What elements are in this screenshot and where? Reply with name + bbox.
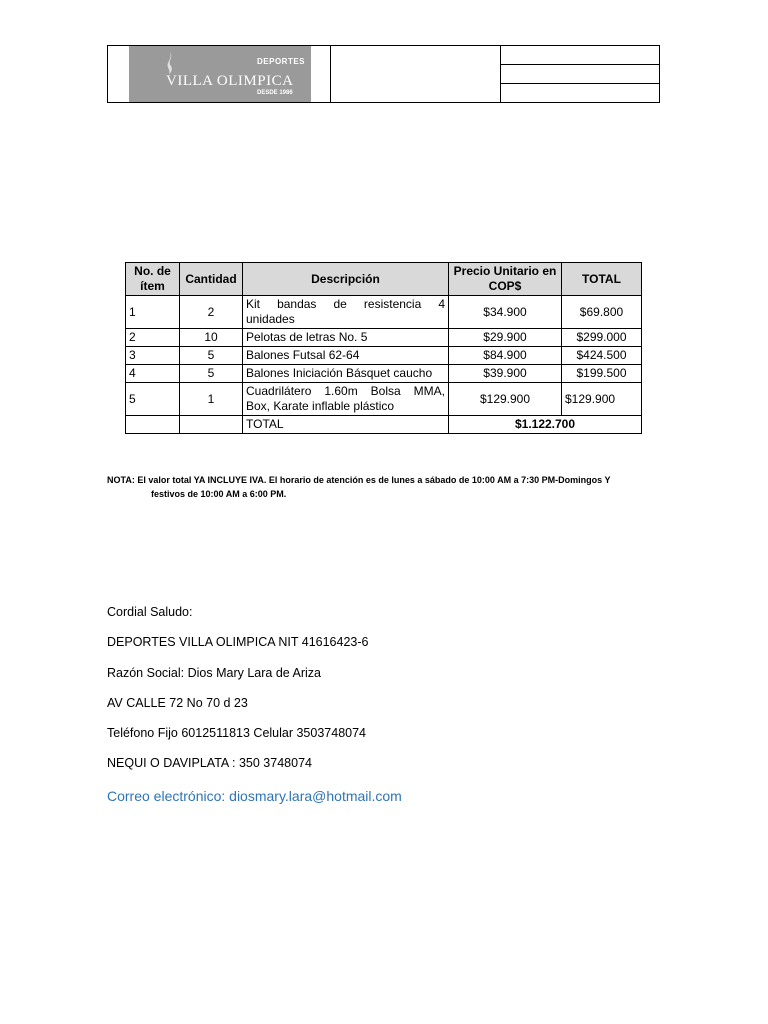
header-item-no: No. de ítem bbox=[126, 263, 180, 296]
cell-item: 1 bbox=[126, 296, 180, 329]
note-line-2: festivos de 10:00 AM a 6:00 PM. bbox=[151, 489, 287, 499]
cell-item: 2 bbox=[126, 329, 180, 347]
cell-qty: 10 bbox=[180, 329, 243, 347]
cell-total: $69.800 bbox=[562, 296, 642, 329]
cell-qty: 5 bbox=[180, 347, 243, 365]
cell-qty: 5 bbox=[180, 365, 243, 383]
cell-desc: Pelotas de letras No. 5 bbox=[243, 329, 449, 347]
phone: Teléfono Fijo 6012511813 Celular 3503748074 bbox=[107, 726, 367, 740]
cell-desc: Balones Iniciación Básquet caucho bbox=[243, 365, 449, 383]
cell-item: 5 bbox=[126, 383, 180, 416]
razon-social: Razón Social: Dios Mary Lara de Ariza bbox=[107, 666, 321, 680]
desc-line: Kit bandas de resistencia 4 bbox=[246, 297, 445, 311]
logo-villa-text: VILLA bbox=[166, 73, 213, 89]
table-row bbox=[126, 347, 642, 365]
cell-total: $299.000 bbox=[562, 329, 642, 347]
header-right-cell-2 bbox=[501, 65, 660, 84]
empty-cell bbox=[180, 416, 243, 434]
logo-name bbox=[166, 73, 293, 90]
header-unit-price: Precio Unitario en COP$ bbox=[449, 263, 562, 296]
desc-line: Box, Karate inflable plástico bbox=[246, 399, 395, 413]
table-row bbox=[126, 329, 642, 347]
grand-total: $1.122.700 bbox=[449, 416, 642, 434]
table-header-row bbox=[126, 263, 642, 296]
table-row bbox=[126, 296, 642, 329]
header-description: Descripción bbox=[243, 263, 449, 296]
cell-desc: Balones Futsal 62-64 bbox=[243, 347, 449, 365]
cell-price: $129.900 bbox=[449, 383, 562, 416]
total-row bbox=[126, 416, 642, 434]
nequi-daviplata: NEQUI O DAVIPLATA : 350 3748074 bbox=[107, 756, 312, 770]
logo-deportes-text: DEPORTES bbox=[257, 57, 306, 66]
company-nit: DEPORTES VILLA OLIMPICA NIT 41616423-6 bbox=[107, 635, 369, 649]
header-middle-cell bbox=[331, 46, 501, 103]
note-line-1: NOTA: El valor total YA INCLUYE IVA. El horario de atención es de lunes a sábado de 10:00 AM a 7:30 PM-Domingos Y bbox=[107, 475, 611, 485]
header-total: TOTAL bbox=[562, 263, 642, 296]
note bbox=[107, 473, 667, 501]
cell-desc bbox=[243, 296, 449, 329]
cell-price: $84.900 bbox=[449, 347, 562, 365]
cell-desc bbox=[243, 383, 449, 416]
header-right-cell-1 bbox=[501, 46, 660, 65]
email[interactable]: Correo electrónico: diosmary.lara@hotmail.com bbox=[107, 788, 402, 804]
header-quantity: Cantidad bbox=[180, 263, 243, 296]
cell-qty: 2 bbox=[180, 296, 243, 329]
cell-total: $199.500 bbox=[562, 365, 642, 383]
logo-cell bbox=[108, 46, 331, 103]
company-logo bbox=[129, 46, 311, 102]
flame-logo-icon bbox=[165, 52, 175, 74]
greeting: Cordial Saludo: bbox=[107, 605, 193, 619]
cell-price: $29.900 bbox=[449, 329, 562, 347]
header-table bbox=[107, 45, 660, 103]
table-row bbox=[126, 365, 642, 383]
cell-price: $39.900 bbox=[449, 365, 562, 383]
header-right-cell-3 bbox=[501, 84, 660, 103]
logo-desde-text: DESDE 1986 bbox=[257, 90, 293, 96]
empty-cell bbox=[126, 416, 180, 434]
desc-line: Cuadrilátero 1.60m Bolsa MMA, bbox=[246, 384, 445, 398]
cell-qty: 1 bbox=[180, 383, 243, 416]
logo-olimpica-text: OLIMPICA bbox=[216, 73, 294, 89]
cell-price: $34.900 bbox=[449, 296, 562, 329]
table-row bbox=[126, 383, 642, 416]
total-label: TOTAL bbox=[243, 416, 449, 434]
cell-total: $424.500 bbox=[562, 347, 642, 365]
items-table bbox=[125, 262, 642, 434]
cell-total: $129.900 bbox=[562, 383, 642, 416]
desc-line: unidades bbox=[246, 312, 295, 326]
cell-item: 4 bbox=[126, 365, 180, 383]
cell-item: 3 bbox=[126, 347, 180, 365]
address: AV CALLE 72 No 70 d 23 bbox=[107, 696, 248, 710]
